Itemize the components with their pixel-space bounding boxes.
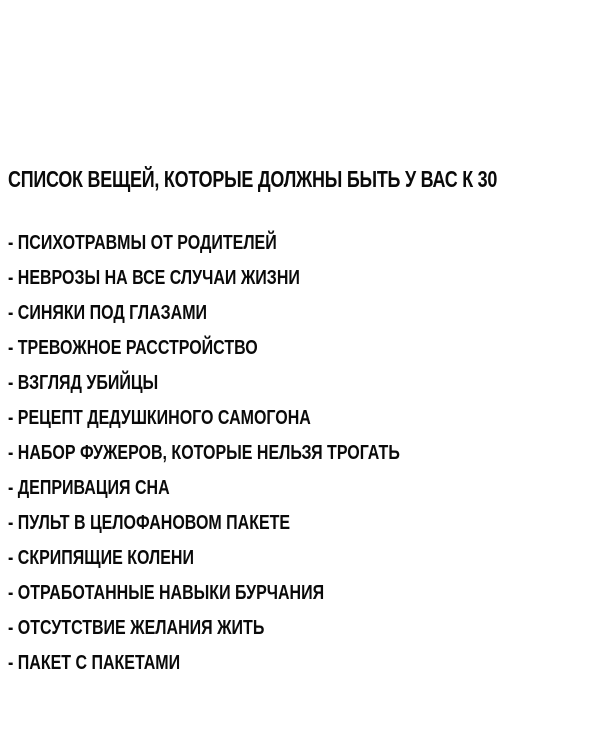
list-item: - СИНЯКИ ПОД ГЛАЗАМИ (8, 302, 208, 324)
list-item: - ПАКЕТ С ПАКЕТАМИ (8, 652, 181, 674)
list-item: - СКРИПЯЩИЕ КОЛЕНИ (8, 547, 194, 569)
list-item: - ОТСУТСТВИЕ ЖЕЛАНИЯ ЖИТЬ (8, 617, 265, 639)
list-item: - ВЗГЛЯД УБИЙЦЫ (8, 372, 159, 394)
item-list (8, 226, 498, 681)
list-item: - ПСИХОТРАВМЫ ОТ РОДИТЕЛЕЙ (8, 232, 277, 254)
list-item: - ТРЕВОЖНОЕ РАССТРОЙСТВО (8, 337, 258, 359)
list-item: - ПУЛЬТ В ЦЕЛОФАНОВОМ ПАКЕТЕ (8, 512, 291, 534)
list-item: - НЕВРОЗЫ НА ВСЕ СЛУЧАИ ЖИЗНИ (8, 267, 300, 289)
list-title: СПИСОК ВЕЩЕЙ, КОТОРЫЕ ДОЛЖНЫ БЫТЬ У ВАС К 30 (8, 166, 498, 192)
list-item: - РЕЦЕПТ ДЕДУШКИНОГО САМОГОНА (8, 407, 311, 429)
list-item: - ДЕПРИВАЦИЯ СНА (8, 477, 170, 499)
list-item: - ОТРАБОТАННЫЕ НАВЫКИ БУРЧАНИЯ (8, 582, 325, 604)
list-item: - НАБОР ФУЖЕРОВ, КОТОРЫЕ НЕЛЬЗЯ ТРОГАТЬ (8, 442, 400, 464)
